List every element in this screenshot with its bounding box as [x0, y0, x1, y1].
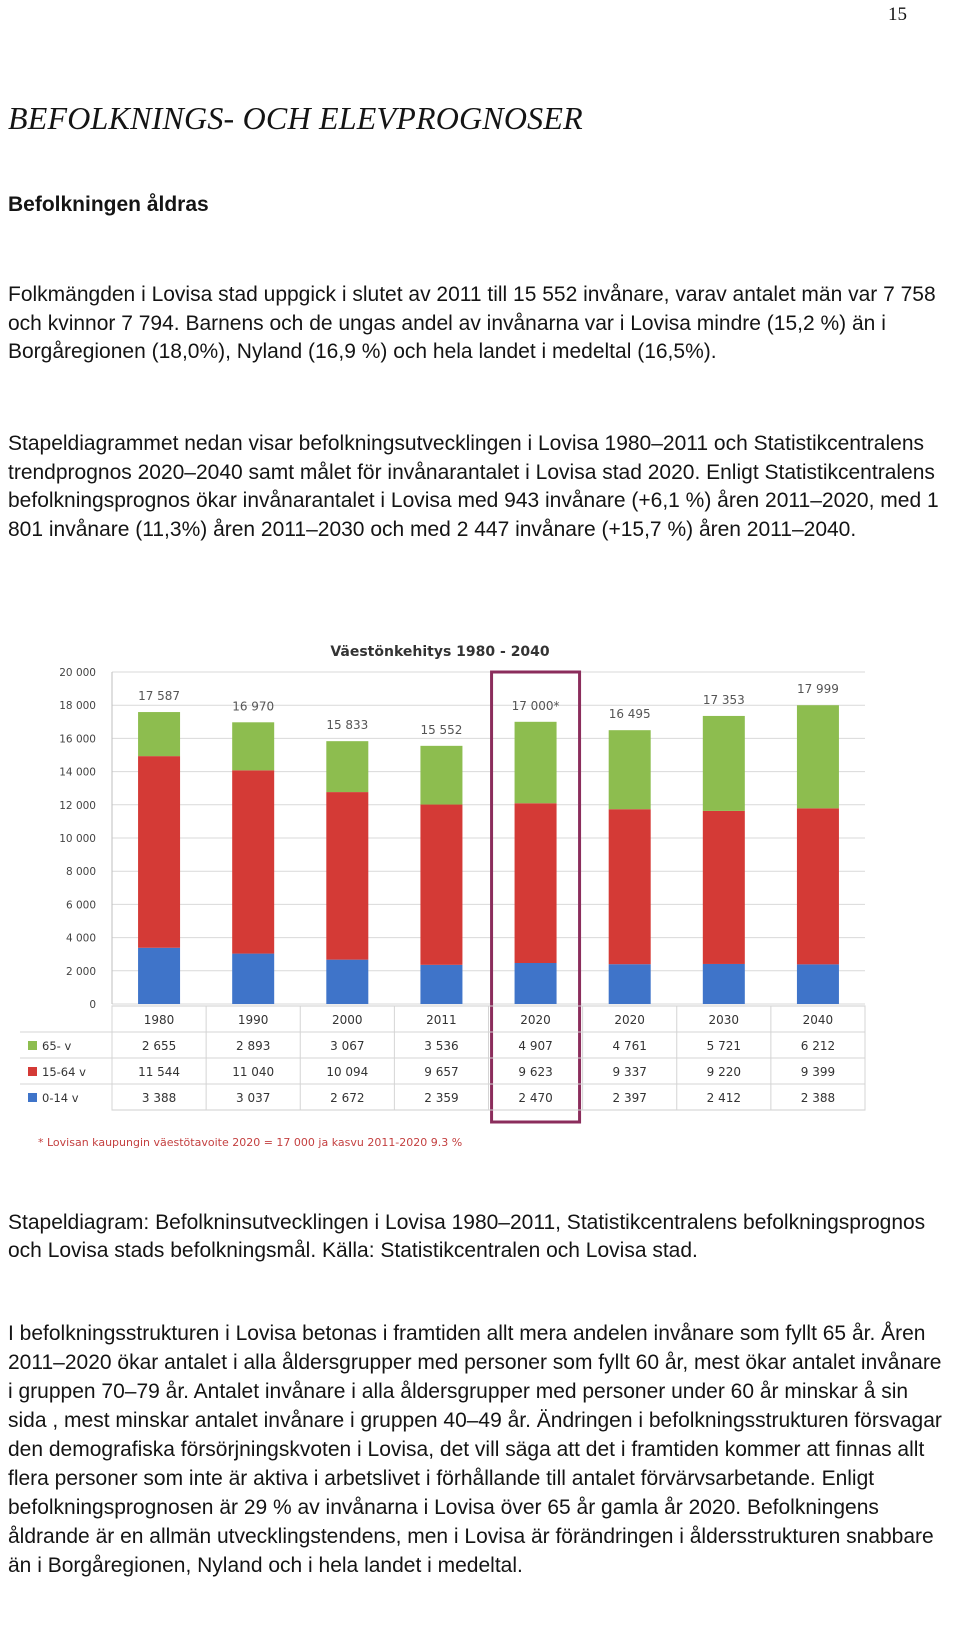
bar-segment-15-64-v: [609, 809, 651, 964]
table-cell-value: 9 657: [424, 1065, 459, 1079]
bar-total-label: 16 970: [232, 699, 275, 714]
bar-total-label: 17 999: [796, 682, 839, 697]
legend-swatch-65-v: [28, 1041, 37, 1050]
y-tick-label: 14 000: [59, 766, 96, 779]
bar-total-label: 15 833: [326, 718, 369, 733]
bar-segment-65-v: [797, 705, 839, 808]
bar-total-label: 16 495: [608, 707, 651, 722]
bar-total-label: 17 353: [702, 692, 745, 707]
y-tick-label: 20 000: [59, 667, 96, 679]
population-bar-chart: [20, 640, 900, 1200]
bar-segment-15-64-v: [326, 792, 368, 960]
table-cell-value: 6 212: [800, 1039, 836, 1053]
table-cell-value: 11 544: [138, 1065, 181, 1079]
table-cell-value: 9 399: [800, 1065, 836, 1079]
bar-segment-65-v: [515, 722, 557, 803]
table-cell-value: 10 094: [326, 1065, 369, 1079]
legend-swatch-0-14-v: [28, 1093, 37, 1102]
table-cell-value: 9 220: [706, 1065, 741, 1079]
chart-caption: Stapeldiagram: Befolkninsutvecklingen i Lovisa 1980–2011, Statistikcentralens befolkningsprognos och Lovisa stads befolkningsmål. Källa: Statistikcentralen och Lovisa stad.: [8, 1211, 926, 1262]
bar-segment-0-14-v: [420, 965, 462, 1004]
y-tick-label: 10 000: [59, 833, 96, 845]
legend-swatch-15-64-v: [28, 1067, 37, 1076]
table-cell-value: 9 623: [518, 1065, 553, 1079]
y-tick-label: 0: [89, 999, 96, 1011]
x-category-label: 1980: [143, 1013, 175, 1027]
x-category-label: 2020: [614, 1013, 645, 1027]
bar-segment-65-v: [420, 746, 462, 805]
chart-footnote: * Lovisan kaupungin väestötavoite 2020 = 17 000 ja kasvu 2011-2020 9.3 %: [38, 1136, 463, 1149]
table-cell-value: 4 761: [612, 1039, 647, 1053]
bar-segment-0-14-v: [703, 964, 745, 1004]
table-cell-value: 5 721: [706, 1039, 741, 1053]
page-title: BEFOLKNINGS- OCH ELEVPROGNOSER: [8, 100, 583, 136]
table-cell-value: 3 536: [424, 1039, 459, 1053]
bar-total-label: 15 552: [420, 722, 463, 737]
table-cell-value: 2 412: [706, 1091, 741, 1105]
table-cell-value: 11 040: [232, 1065, 275, 1079]
table-cell-value: 2 655: [141, 1039, 177, 1053]
bar-segment-65-v: [232, 722, 274, 770]
table-cell-value: 2 893: [236, 1039, 271, 1053]
table-cell-value: 9 337: [612, 1065, 647, 1079]
y-tick-label: 16 000: [59, 733, 96, 746]
table-cell-value: 3 067: [330, 1039, 365, 1053]
bar-segment-0-14-v: [138, 948, 180, 1004]
bar-total-label: 17 587: [138, 689, 181, 704]
bar-segment-15-64-v: [420, 805, 462, 965]
bar-segment-15-64-v: [515, 803, 557, 963]
bar-segment-0-14-v: [326, 960, 368, 1004]
bar-segment-15-64-v: [797, 808, 839, 964]
paragraph-intro: Folkmängden i Lovisa stad uppgick i slutet av 2011 till 15 552 invånare, varav antalet män var 7 758 och kvinnor 7 794. Barnens och de ungas andel av invånarna var i Lovisa mindre (15,2 %) än i Borgåregionen (18,0%), Nyland (16,9 %) och hela landet i medeltal (16,5%).: [8, 283, 936, 364]
bar-segment-65-v: [703, 716, 745, 811]
y-tick-label: 2 000: [65, 965, 96, 978]
legend-label: 15-64 v: [42, 1065, 86, 1079]
y-tick-label: 8 000: [65, 866, 96, 879]
table-cell-value: 2 359: [424, 1091, 459, 1105]
table-cell-value: 2 397: [612, 1091, 647, 1105]
bar-segment-65-v: [138, 712, 180, 756]
y-tick-label: 12 000: [59, 799, 96, 812]
table-cell-value: 2 470: [518, 1091, 553, 1105]
bar-segment-0-14-v: [797, 964, 839, 1004]
bar-segment-15-64-v: [138, 756, 180, 948]
table-cell-value: 3 388: [141, 1091, 177, 1105]
x-category-label: 2000: [332, 1013, 363, 1027]
bar-segment-0-14-v: [232, 954, 274, 1004]
x-category-label: 2030: [708, 1013, 740, 1027]
bar-segment-15-64-v: [703, 811, 745, 964]
x-category-label: 1990: [237, 1013, 269, 1027]
chart-title: Väestönkehitys 1980 - 2040: [330, 644, 550, 660]
y-tick-label: 18 000: [59, 700, 96, 713]
legend-label: 0-14 v: [42, 1091, 79, 1105]
bar-segment-0-14-v: [609, 964, 651, 1004]
bar-segment-15-64-v: [232, 770, 274, 953]
table-cell-value: 2 388: [800, 1091, 836, 1105]
bar-segment-65-v: [326, 741, 368, 792]
x-category-label: 2020: [520, 1013, 551, 1027]
bar-segment-0-14-v: [515, 963, 557, 1004]
bar-total-label: 17 000*: [511, 698, 560, 713]
y-tick-label: 4 000: [65, 932, 96, 945]
legend-label: 65- v: [42, 1039, 72, 1053]
section-title: Befolkningen åldras: [8, 193, 209, 216]
x-category-label: 2040: [802, 1013, 834, 1027]
bar-segment-65-v: [609, 730, 651, 809]
paragraph-chart-description: Stapeldiagrammet nedan visar befolkningsutvecklingen i Lovisa 1980–2011 och Statistikcentralens trendprognos 2020–2040 samt målet för invånarantalet i Lovisa stad 2020. Enligt Statistikcentralens befolkningsprognos ökar invånarantalet i Lovisa med 943 invånare (+6,1 %) åren 2011–2020, med 1 801 invånare (11,3%) åren 2011–2030 och med 2 447 invånare (+15,7 %) åren 2011–2040.: [8, 432, 939, 541]
table-cell-value: 4 907: [518, 1039, 553, 1053]
table-cell-value: 2 672: [330, 1091, 365, 1105]
x-category-label: 2011: [426, 1013, 457, 1027]
paragraph-age-structure: I befolkningsstrukturen i Lovisa betonas i framtiden allt mera andelen invånare som fyllt 65 år. Åren 2011–2020 ökar antalet i alla åldersgrupper med personer som fyllt 60 år, mest ökar antalet invånare i gruppen 70–79 år. Antalet invånare i alla åldersgrupper med personer under 60 år minskar å sin sida , mest minskar antalet invånare i gruppen 40–49 år. Ändringen i befolkningsstrukturen försvagar den demografiska försörjningskvoten i Lovisa, det vill säga att det i framtiden kommer att finnas allt flera personer som inte är aktiva i arbetslivet i förhållande till antalet förvärvsarbetande. Enligt befolkningsprognosen är 29 % av invånarna i Lovisa över 65 år gamla år 2020. Befolkningens åldrande är en allmän utvecklingstendens, men i Lovisa är förändringen i åldersstrukturen snabbare än i Borgåregionen, Nyland och i hela landet i medeltal.: [8, 1322, 942, 1577]
y-tick-label: 6 000: [65, 899, 96, 912]
page-number: 15: [888, 4, 907, 25]
table-cell-value: 3 037: [236, 1091, 271, 1105]
